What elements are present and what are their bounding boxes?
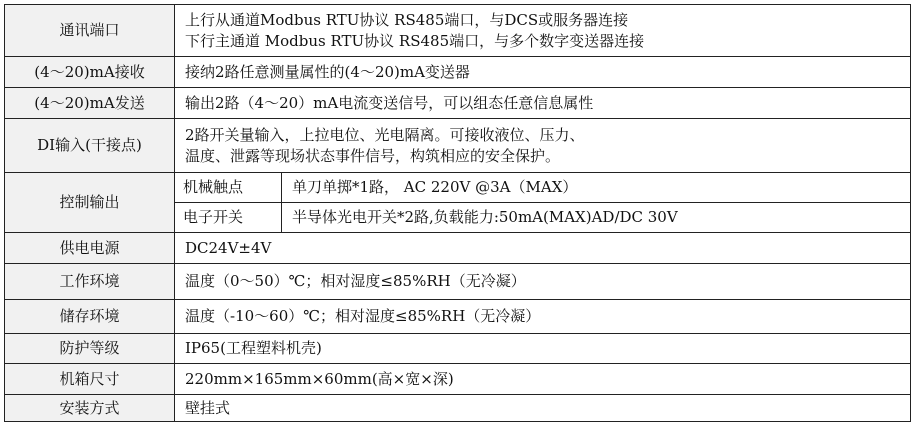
table-row-work-env <box>5 264 911 300</box>
table-row-protection <box>5 334 911 364</box>
table-row-power <box>5 233 911 264</box>
table-row-di <box>5 119 911 173</box>
row-label-ma-in: (4～20)mA接收 <box>5 57 175 88</box>
table-row-comm <box>5 5 911 57</box>
row-label-protection: 防护等级 <box>5 334 175 364</box>
table-row-storage-env <box>5 300 911 334</box>
sub-label-mechanical-contact: 机械触点 <box>175 173 282 203</box>
di-line-2: 温度、泄露等现场状态事件信号，构筑相应的安全保护。 <box>185 146 561 165</box>
row-label-size: 机箱尺寸 <box>5 364 175 395</box>
di-line-1: 2路开关量输入，上拉电位、光电隔离。可接收液位、压力、 <box>185 125 585 144</box>
row-value-storage-env: 温度（-10～60）℃；相对湿度≤85%RH（无冷凝） <box>175 300 911 334</box>
comm-line-1: 上行从通道Modbus RTU协议 RS485端口，与DCS或服务器连接 <box>185 10 629 29</box>
table-row-ma-out <box>5 88 911 119</box>
row-label-power: 供电电源 <box>5 233 175 264</box>
sub-label-electronic-switch: 电子开关 <box>175 203 282 233</box>
row-value-work-env: 温度（0～50）℃；相对湿度≤85%RH（无冷凝） <box>175 264 911 300</box>
table-row-control-1 <box>5 173 911 203</box>
row-label-storage-env: 储存环境 <box>5 300 175 334</box>
spec-table <box>4 4 911 422</box>
row-value-di <box>175 119 911 173</box>
row-label-comm: 通讯端口 <box>5 5 175 57</box>
row-label-control: 控制输出 <box>5 173 175 233</box>
row-value-comm <box>175 5 911 57</box>
row-label-install: 安装方式 <box>5 395 175 422</box>
row-value-ma-out: 输出2路（4～20）mA电流变送信号，可以组态任意信息属性 <box>175 88 911 119</box>
row-label-work-env: 工作环境 <box>5 264 175 300</box>
table-row-size <box>5 364 911 395</box>
table-row-install <box>5 395 911 422</box>
sub-value-mechanical-contact: 单刀单掷*1路， AC 220V @3A（MAX） <box>282 173 911 203</box>
row-label-ma-out: (4～20)mA发送 <box>5 88 175 119</box>
sub-value-electronic-switch: 半导体光电开关*2路,负载能力:50mA(MAX)AD/DC 30V <box>282 203 911 233</box>
row-value-install: 壁挂式 <box>175 395 911 422</box>
row-label-di: DI输入(干接点) <box>5 119 175 173</box>
row-value-ma-in: 接纳2路任意测量属性的(4～20)mA变送器 <box>175 57 911 88</box>
row-value-power: DC24V±4V <box>175 233 911 264</box>
comm-line-2: 下行主通道 Modbus RTU协议 RS485端口，与多个数字变送器连接 <box>185 31 645 50</box>
row-value-size: 220mm×165mm×60mm(高×宽×深) <box>175 364 911 395</box>
row-value-protection: IP65(工程塑料机壳) <box>175 334 911 364</box>
table-row-ma-in <box>5 57 911 88</box>
